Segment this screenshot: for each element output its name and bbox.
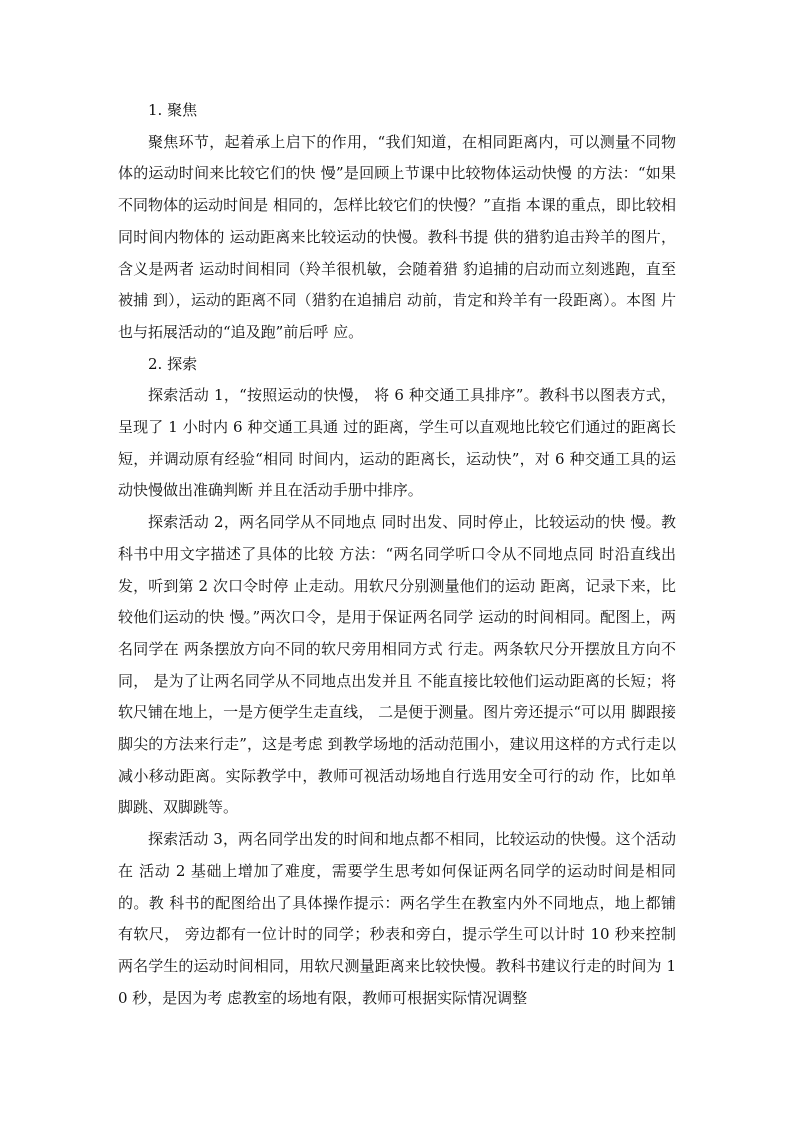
- section-heading-explore: 2. 探索: [148, 354, 198, 373]
- section-heading-focus: 1. 聚焦: [148, 101, 198, 119]
- document-body: [118, 95, 676, 1014]
- explore-activity-2-paragraph: 探索活动 2，两名同学从不同地点 同时出发、同时停止，比较运动的快 慢。教科书中用文字描述了具体的比较 方法：“两名同学听口令从不同地点同 时沿直线出发，听到第 2 次口令时停 止走动。用软尺分别测量他们的运动 距离，记录下来，比较他们运动的快 慢。”两次口令，是用于保证两名同学 运动的时间相同。配图上，两名同学在 两条摆放方向不同的软尺旁用相同方式 行走。两条软尺分开摆放且方向不同， 是为了让两名同学从不同地点出发并且 不能直接比较他们运动距离的长短；将 软尺铺在地上，一是方便学生走直线， 二是便于测量。图片旁还提示“可以用 脚跟接脚尖的方法来行走”，这是考虑 到教学场地的活动范围小，建议用这样的方式行走以减小移动距离。实际教学中，教师可视活动场地自行选用安全可行的动 作，比如单脚跳、双脚跳等。: [118, 513, 676, 817]
- focus-paragraph: 聚焦环节，起着承上启下的作用，“我们知道，在相同距离内，可以测量不同物体的运动时间来比较它们的快 慢”是回顾上节课中比较物体运动快慢 的方法：“如果不同物体的运动时间是 相同的，怎样比较它们的快慢？”直指 本课的重点，即比较相同时间内物体的 运动距离来比较运动的快慢。教科书提 供的猎豹追击羚羊的图片，含义是两者 运动时间相同（羚羊很机敏，会随着猎 豹追捕的启动而立刻逃跑，直至被捕 到），运动的距离不同（猎豹在追捕启 动前，肯定和羚羊有一段距离）。本图 片也与拓展活动的“追及跑”前后呼 应。: [118, 132, 676, 341]
- explore-activity-3-paragraph: 探索活动 3，两名同学出发的时间和地点都不相同，比较运动的快慢。这个活动在 活动 2 基础上增加了难度，需要学生思考如何保证两名同学的运动时间是相同的。教 科书的配图给出了具体操作提示：两名学生在教室内外不同地点，地上都铺有软尺， 旁边都有一位计时的同学；秒表和旁白，提示学生可以计时 10 秒来控制两名学生的运动时间相同，用软尺测量距离来比较快慢。教科书建议行走的时间为 10 秒，是因为考 虑教室的场地有限，教师可根据实际情况调整: [118, 830, 676, 1007]
- explore-activity-1-paragraph: 探索活动 1，“按照运动的快慢， 将 6 种交通工具排序”。教科书以图表方式，呈现了 1 小时内 6 种交通工具通 过的距离，学生可以直观地比较它们通过的距离长短，并调动原有经验“相同 时间内，运动的距离长，运动快”，对 6 种交通工具的运动快慢做出准确判断 并且在活动手册中排序。: [118, 386, 676, 500]
